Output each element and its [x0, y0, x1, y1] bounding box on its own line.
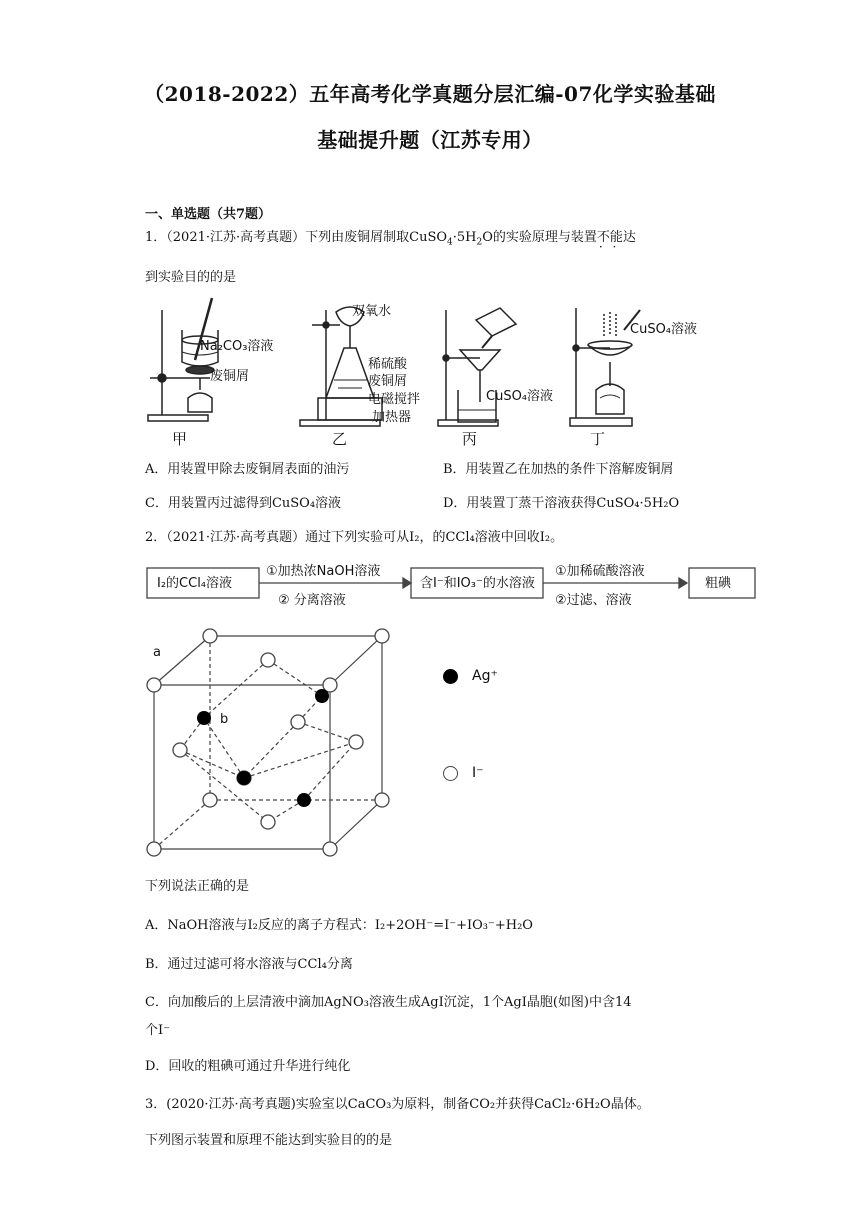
apparatus-name-jia: 甲 [172, 430, 188, 448]
q2-ask: 下列说法正确的是 [145, 879, 250, 894]
document-title-line1: （2018-2022）五年高考化学真题分层汇编-07化学实验基础 [144, 82, 716, 106]
legend-ag-marker [443, 669, 458, 684]
q1-stem-line2: 到实验目的的是 [145, 270, 237, 285]
jia-label-na2co3: Na₂CO₃溶液 [200, 339, 274, 354]
q2-option-a: A．NaOH溶液与I₂反应的离子方程式：I₂+2OH⁻=I⁻+IO₃⁻+H₂O [145, 918, 533, 933]
flow-step2-top: ①加稀硫酸溶液 [555, 564, 645, 579]
q2-crystal-cell [140, 620, 420, 865]
q1-option-b: B．用装置乙在加热的条件下溶解废铜屑 [443, 462, 674, 477]
q2-option-c: C．向加酸后的上层清液中滴加AgNO₃溶液生成AgI沉淀，1个AgI晶胞(如图)中含14 [145, 995, 632, 1010]
apparatus-name-ding: 丁 [590, 430, 606, 448]
flow-step2-bottom: ②过滤、溶液 [555, 593, 632, 608]
q3-stem: 3．(2020·江苏·高考真题)实验室以CaCO₃为原料，制备CO₂并获得CaCl₂·6H₂O晶体。 [145, 1097, 650, 1112]
q1-emphasis: 不能 · · [597, 230, 623, 245]
crystal-label-b: b [220, 712, 229, 727]
q1-option-a: A．用装置甲除去废铜屑表面的油污 [145, 462, 350, 477]
section-heading: 一、单选题（共7题） [145, 207, 272, 222]
legend-ag-label: Ag⁺ [472, 668, 498, 684]
yi-label-h2o2: 双氧水 [352, 304, 392, 319]
flow-box-1: I₂的CCl₄溶液 [157, 576, 233, 591]
legend-i-label: I⁻ [472, 765, 484, 781]
bing-label-cuso4: CuSO₄溶液 [486, 389, 554, 404]
legend-i-marker [443, 766, 458, 781]
q1-option-c: C．用装置丙过滤得到CuSO₄溶液 [145, 496, 342, 511]
q2-option-d: D．回收的粗碘可通过升华进行纯化 [145, 1059, 351, 1074]
apparatus-name-bing: 丙 [462, 430, 478, 448]
q2-option-c-line2: 个I⁻ [145, 1023, 170, 1038]
ding-label-cuso4: CuSO₄溶液 [630, 322, 698, 337]
jia-label-copper: 废铜屑 [210, 369, 250, 384]
yi-label-stirrer: 电磁搅拌 [368, 392, 421, 407]
apparatus-bing [438, 308, 516, 426]
q1-stem: 1．（2021·江苏·高考真题）下列由废铜屑制取$CuSO_4\cdot 5H_2O$的实验原理与装置不能 · ·达 [145, 226, 636, 248]
q2-stem: 2．（2021·江苏·高考真题）通过下列实验可从I₂，的CCl₄溶液中回收I₂。 [145, 530, 564, 545]
apparatus-jia [148, 298, 218, 421]
crystal-label-a: a [153, 645, 161, 660]
flow-step1-top: ①加热浓NaOH溶液 [266, 564, 381, 579]
yi-label-copper: 废铜屑 [368, 374, 408, 389]
document-title-line2: 基础提升题（江苏专用） [317, 128, 543, 152]
flow-step1-bottom: ② 分离溶液 [278, 593, 346, 608]
yi-label-heater: 加热器 [372, 410, 412, 425]
q2-option-b: B．通过过滤可将水溶液与CCl₄分离 [145, 957, 353, 972]
flow-box-3: 粗碘 [705, 576, 732, 591]
flow-box-2: 含I⁻和IO₃⁻的水溶液 [420, 576, 535, 591]
q3-stem-line2: 下列图示装置和原理不能达到实验目的的是 [145, 1133, 393, 1148]
q1-option-d: D．用装置丁蒸干溶液获得CuSO₄·5H₂O [443, 496, 680, 511]
apparatus-name-yi: 乙 [332, 430, 348, 448]
yi-label-h2so4: 稀硫酸 [368, 357, 408, 372]
